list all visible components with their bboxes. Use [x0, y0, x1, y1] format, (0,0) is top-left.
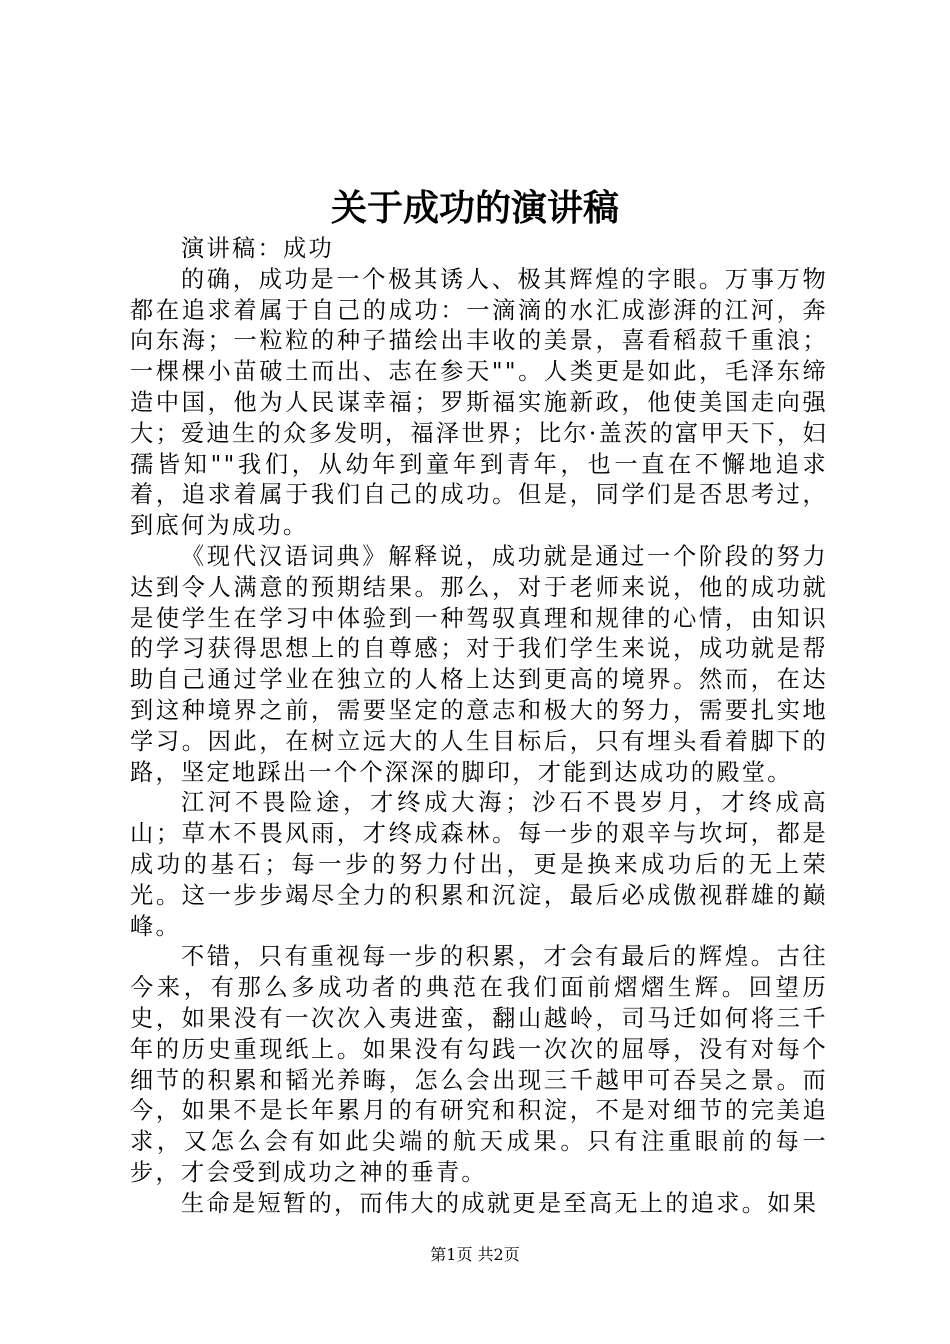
- paragraph: 江河不畏险途，才终成大海；沙石不畏岁月，才终成高山；草木不畏风雨，才终成森林。每一步的艰辛与坎坷，都是成功的基石；每一步的努力付出，更是换来成功后的无上荣光。这一步步竭尽全力的积累和沉淀，最后必成傲视群雄的巅峰。: [130, 789, 828, 940]
- paragraph: 《现代汉语词典》解释说，成功就是通过一个阶段的努力达到令人满意的预期结果。那么，对于老师来说，他的成功就是使学生在学习中体验到一种驾驭真理和规律的心情，由知识的学习获得思想上的自尊感；对于我们学生来说，成功就是帮助自己通过学业在独立的人格上达到更高的境界。然而，在达到这种境界之前，需要坚定的意志和极大的努力，需要扎实地学习。因此，在树立远大的人生目标后，只有埋头看着脚下的路，坚定地踩出一个个深深的脚印，才能到达成功的殿堂。: [130, 542, 828, 786]
- paragraph-subtitle: 演讲稿：成功: [181, 235, 334, 262]
- paragraph: 的确，成功是一个极其诱人、极其辉煌的字眼。万事万物都在追求着属于自己的成功：一滴滴的水汇成澎湃的江河，奔向东海；一粒粒的种子描绘出丰收的美景，喜看稻菽千重浪；一棵棵小苗破土而出、志在参天""。人类更是如此，毛泽东缔造中国，他为人民谋幸福；罗斯福实施新政，他使美国走向强大；爱迪生的众多发明，福泽世界；比尔·盖茨的富甲天下，妇孺皆知""我们，从幼年到童年到青年，也一直在不懈地追求着，追求着属于我们自己的成功。但是，同学们是否思考过，到底何为成功。: [130, 265, 828, 540]
- document-title: 关于成功的演讲稿: [330, 187, 619, 229]
- page-footer: 第1页 共2页: [430, 1245, 520, 1264]
- document-body: [130, 234, 828, 1220]
- paragraph: 不错，只有重视每一步的积累，才会有最后的辉煌。古往今来，有那么多成功者的典范在我们面前熠熠生辉。回望历史，如果没有一次次入夷进蛮，翻山越岭，司马迁如何将三千年的历史重现纸上。如果没有勾践一次次的屈辱，没有对每个细节的积累和韬光养晦，怎么会出现三千越甲可吞吴之景。而今，如果不是长年累月的有研究和积淀，不是对细节的完美追求，又怎么会有如此尖端的航天成果。只有注重眼前的每一步，才会受到成功之神的垂青。: [130, 943, 828, 1186]
- paragraph: 生命是短暂的，而伟大的成就更是至高无上的追求。如果: [181, 1189, 819, 1217]
